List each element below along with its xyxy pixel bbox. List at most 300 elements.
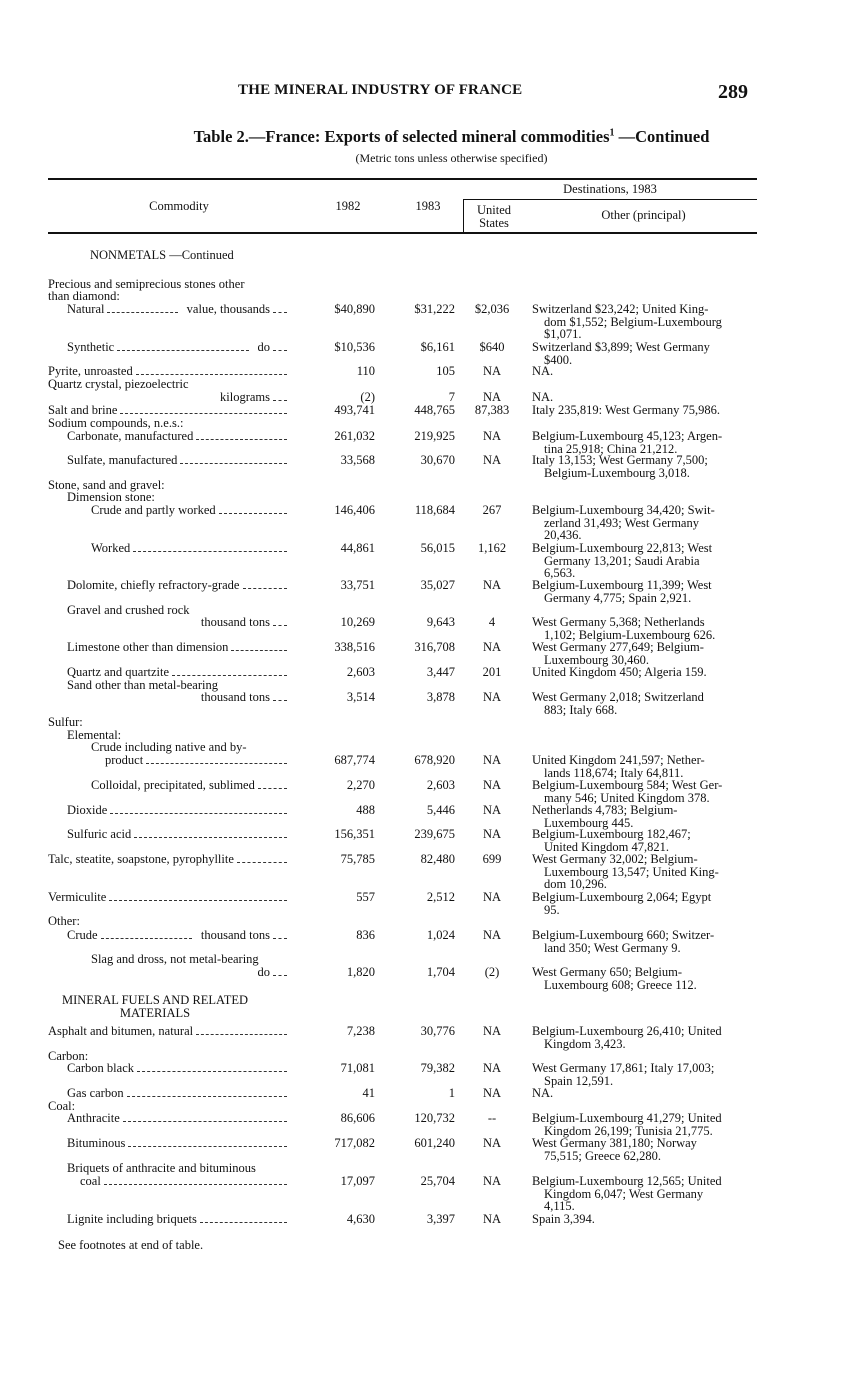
leader-dots: [127, 1087, 287, 1097]
value-other-destinations: [532, 641, 752, 666]
commodity-label: Sand other than metal-bearing: [67, 678, 218, 692]
destination-line: Belgium-Luxembourg 2,064; Egypt: [532, 890, 712, 904]
running-title: THE MINERAL INDUSTRY OF FRANCE: [238, 82, 523, 98]
value-other-destinations: [532, 341, 752, 366]
value-1983: 120,732: [414, 1111, 455, 1125]
commodity-cell: [67, 666, 290, 679]
unit-label: thousand tons: [200, 690, 270, 704]
value-united-states: NA: [482, 640, 502, 654]
value-united-states: NA: [482, 827, 502, 841]
value-united-states: 4: [488, 615, 496, 629]
value-1983: 2,512: [426, 890, 455, 904]
value-united-states: NA: [482, 1086, 502, 1100]
commodity-label: Sulfate, manufactured: [67, 453, 178, 467]
commodity-label: Synthetic: [67, 340, 115, 354]
destination-line: West Germany 32,002; Belgium-: [532, 852, 698, 866]
value-other-destinations: [532, 579, 752, 604]
value-1982: 41: [362, 1086, 375, 1100]
value-1982: 75,785: [340, 852, 375, 866]
commodity-cell: [67, 641, 290, 654]
destination-line: 1,102; Belgium-Luxembourg 626.: [544, 627, 716, 642]
destination-line: Luxembourg 445.: [544, 815, 634, 830]
commodity-cell: [67, 579, 290, 592]
destination-line: West Germany 2,018; Switzerland: [532, 690, 704, 704]
value-united-states: NA: [482, 578, 502, 592]
value-other-destinations: [532, 891, 752, 916]
leader-dots: [258, 779, 287, 789]
commodity-label: Coal:: [48, 1099, 76, 1113]
unit-label: do: [257, 340, 270, 354]
unit-label: value, thousands: [186, 302, 270, 316]
value-1982: 44,861: [340, 541, 375, 555]
value-united-states: --: [487, 1111, 497, 1125]
leader-dots: [273, 341, 287, 351]
destinations-rule: [463, 199, 757, 200]
header-bottom-rule: [48, 232, 757, 234]
leader-dots: [133, 542, 287, 552]
value-1982: $40,890: [334, 302, 375, 316]
destination-line: $1,071.: [544, 327, 582, 342]
commodity-label: Dolomite, chiefly refractory-grade: [67, 578, 240, 592]
commodity-label: Gravel and crushed rock: [67, 603, 190, 617]
value-other-destinations: [532, 1025, 752, 1050]
value-united-states: NA: [482, 753, 502, 767]
commodity-label: Dimension stone:: [67, 490, 155, 504]
commodity-label: Anthracite: [67, 1111, 120, 1125]
destination-line: Luxembourg 13,547; United King-: [544, 864, 719, 879]
value-1983: 3,397: [426, 1212, 455, 1226]
leader-dots: [128, 1137, 287, 1147]
value-other-destinations: [532, 1062, 752, 1087]
value-other-destinations: [532, 504, 752, 542]
destination-line: dom 10,296.: [544, 877, 607, 892]
value-other-destinations: [532, 391, 752, 404]
col-other: Other (principal): [601, 208, 686, 222]
value-other-destinations: [532, 404, 752, 417]
commodity-label: Crude: [67, 928, 98, 942]
value-1983: 678,920: [414, 753, 455, 767]
value-other-destinations: [532, 1213, 752, 1226]
commodity-cell: [67, 929, 290, 942]
value-1983: 316,708: [414, 640, 455, 654]
leader-dots: [70, 616, 192, 626]
commodity-label: Sulfur:: [48, 715, 83, 729]
destination-line: Italy 13,153; West Germany 7,500;: [532, 453, 708, 467]
leader-dots: [273, 966, 287, 976]
commodity-label: Pyrite, unroasted: [48, 364, 133, 378]
commodity-cell: [48, 853, 290, 866]
leader-dots: [231, 641, 287, 651]
value-1983: 9,643: [426, 615, 455, 629]
commodity-cell: [91, 953, 290, 966]
commodity-cell: [48, 716, 290, 729]
value-1983: 5,446: [426, 803, 455, 817]
leader-dots: [200, 1213, 287, 1223]
commodity-label: Slag and dross, not metal-bearing: [91, 952, 259, 966]
destination-line: Switzerland $3,899; West Germany: [532, 340, 710, 354]
commodity-label: Colloidal, precipitated, sublimed: [91, 778, 255, 792]
commodity-cell: [67, 691, 290, 704]
value-united-states: NA: [482, 364, 502, 378]
commodity-label: Crude including native and by-: [91, 740, 247, 754]
destination-line: West Germany 17,861; Italy 17,003;: [532, 1061, 715, 1075]
leader-dots: [273, 616, 287, 626]
leader-dots: [273, 929, 287, 939]
leader-dots: [117, 341, 248, 351]
value-other-destinations: [532, 853, 752, 891]
value-1982: 7,238: [346, 1024, 375, 1038]
value-united-states: NA: [482, 1212, 502, 1226]
value-1983: 79,382: [420, 1061, 455, 1075]
destination-line: West Germany 381,180; Norway: [532, 1136, 697, 1150]
leader-dots: [180, 454, 287, 464]
value-1982: 717,082: [334, 1136, 375, 1150]
destination-line: Belgium-Luxembourg 45,123; Argen-: [532, 429, 723, 443]
value-1982: 836: [356, 928, 375, 942]
destination-line: Switzerland $23,242; United King-: [532, 302, 709, 316]
value-1982: 488: [356, 803, 375, 817]
commodity-cell: [91, 966, 290, 979]
commodity-cell: [67, 1062, 290, 1075]
unit-label: do: [257, 965, 270, 979]
commodity-cell: [67, 616, 290, 629]
value-1982: 33,568: [340, 453, 375, 467]
leader-dots: [273, 303, 287, 313]
leader-dots: [237, 853, 287, 863]
commodity-cell: [67, 1112, 290, 1125]
commodity-label: Vermiculite: [48, 890, 107, 904]
value-1982: 2,270: [346, 778, 375, 792]
commodity-label: Carbon:: [48, 1049, 89, 1063]
commodity-cell: [67, 1087, 290, 1100]
value-1982: 557: [356, 890, 375, 904]
commodity-cell: [67, 1213, 290, 1226]
section-fuels: [62, 994, 248, 1019]
destination-line: Spain 12,591.: [544, 1073, 614, 1088]
commodity-cell: [67, 1137, 290, 1150]
value-1983: 25,704: [420, 1174, 455, 1188]
destination-line: Belgium-Luxembourg 584; West Ger-: [532, 778, 723, 792]
commodity-cell: [91, 779, 290, 792]
commodity-label: Talc, steatite, soapstone, pyrophyllite: [48, 852, 234, 866]
destination-line: 4,115.: [544, 1199, 575, 1214]
commodity-label: Briquets of anthracite and bituminous: [67, 1161, 256, 1175]
destination-line: Kingdom 3,423.: [544, 1036, 626, 1051]
commodity-cell: [67, 430, 290, 443]
commodity-cell: [48, 1025, 290, 1038]
value-1983: 2,603: [426, 778, 455, 792]
destination-line: Belgium-Luxembourg 41,279; United: [532, 1111, 722, 1125]
commodity-label: Quartz and quartzite: [67, 665, 170, 679]
value-1982: 3,514: [346, 690, 375, 704]
col-us-line2: States: [479, 216, 509, 230]
destination-line: Belgium-Luxembourg 12,565; United: [532, 1174, 722, 1188]
destination-line: NA.: [532, 1086, 554, 1100]
commodity-label: Natural: [67, 302, 105, 316]
col-united-states: [464, 204, 524, 230]
commodity-cell: [48, 891, 290, 904]
value-united-states: NA: [482, 1061, 502, 1075]
value-1983: 1,704: [426, 965, 455, 979]
value-1983: 30,776: [420, 1024, 455, 1038]
commodity-cell: [48, 915, 290, 928]
value-1983: 3,447: [426, 665, 455, 679]
unit-label: kilograms: [220, 390, 270, 404]
value-1982: 4,630: [346, 1212, 375, 1226]
destination-line: 883; Italy 668.: [544, 702, 618, 717]
leader-dots: [219, 504, 287, 514]
table-title-suffix: —Continued: [614, 127, 710, 146]
value-united-states: 201: [482, 665, 502, 679]
value-united-states: NA: [482, 453, 502, 467]
commodity-label: Dioxide: [67, 803, 108, 817]
value-1983: 7: [448, 390, 455, 404]
commodity-label: Quartz crystal, piezoelectric: [48, 377, 189, 391]
commodity-label: Elemental:: [67, 728, 122, 742]
value-other-destinations: [532, 804, 752, 829]
leader-dots: [120, 404, 287, 414]
value-united-states: $640: [479, 340, 505, 354]
destination-line: Germany 13,201; Saudi Arabia: [544, 553, 700, 568]
commodity-cell: [48, 365, 290, 378]
value-other-destinations: [532, 454, 752, 479]
value-united-states: 87,383: [474, 403, 510, 417]
value-1983: 30,670: [420, 453, 455, 467]
col-commodity: Commodity: [149, 199, 209, 213]
leader-dots: [137, 1062, 287, 1072]
destination-line: Luxembourg 30,460.: [544, 652, 649, 667]
destination-line: Luxembourg 608; Greece 112.: [544, 977, 697, 992]
value-1982: 156,351: [334, 827, 375, 841]
value-united-states: NA: [482, 890, 502, 904]
running-head: [0, 82, 867, 102]
leader-dots: [123, 1112, 287, 1122]
value-1983: 56,015: [420, 541, 455, 555]
destination-line: 20,436.: [544, 528, 582, 543]
value-other-destinations: [532, 430, 752, 455]
value-1982: 86,606: [340, 1111, 375, 1125]
destination-line: West Germany 5,368; Netherlands: [532, 615, 705, 629]
commodity-label: Lignite including briquets: [67, 1212, 197, 1226]
leader-dots: [134, 828, 287, 838]
value-other-destinations: [532, 1087, 752, 1100]
leader-dots: [107, 303, 177, 313]
value-other-destinations: [532, 691, 752, 716]
unit-label: thousand tons: [200, 928, 270, 942]
destination-line: Kingdom 6,047; West Germany: [544, 1186, 704, 1201]
commodity-cell: [67, 1162, 290, 1175]
commodity-label: Worked: [91, 541, 131, 555]
value-other-destinations: [532, 303, 752, 341]
value-1982: 146,406: [334, 503, 375, 517]
commodity-cell: [91, 741, 290, 754]
value-1982: (2): [360, 390, 375, 404]
section-nonmetals: NONMETALS —Continued: [90, 248, 234, 262]
commodity-cell: [67, 391, 290, 404]
value-1982: $10,536: [334, 340, 375, 354]
commodity-label: Carbonate, manufactured: [67, 429, 194, 443]
commodity-label: Bituminous: [67, 1136, 126, 1150]
destination-line: zerland 31,493; West Germany: [544, 515, 699, 530]
leader-dots: [273, 691, 287, 701]
destination-line: Belgium-Luxembourg 182,467;: [532, 827, 691, 841]
destination-line: Belgium-Luxembourg 26,410; United: [532, 1024, 722, 1038]
commodity-label: Other:: [48, 914, 80, 928]
leader-dots: [196, 430, 287, 440]
value-1983: 1: [448, 1086, 455, 1100]
value-other-destinations: [532, 616, 752, 641]
leader-dots: [136, 365, 287, 375]
value-united-states: 699: [482, 852, 502, 866]
leader-dots: [243, 579, 288, 589]
commodity-cell: [48, 417, 290, 430]
leader-dots: [70, 391, 211, 401]
destination-line: Spain 3,394.: [532, 1212, 595, 1226]
destination-line: Belgium-Luxembourg 3,018.: [544, 465, 690, 480]
leader-dots: [273, 391, 287, 401]
title-footnote-mark: 1: [609, 127, 615, 139]
value-united-states: NA: [482, 1136, 502, 1150]
value-1982: 338,516: [334, 640, 375, 654]
value-1983: 3,878: [426, 690, 455, 704]
value-other-destinations: [532, 828, 752, 853]
leader-dots: [70, 691, 192, 701]
destination-line: United Kingdom 47,821.: [544, 839, 669, 854]
commodity-cell: [48, 378, 290, 391]
value-1982: 1,820: [346, 965, 375, 979]
commodity-cell: [67, 828, 290, 841]
value-1983: 239,675: [414, 827, 455, 841]
value-1983: 1,024: [426, 928, 455, 942]
destination-line: Netherlands 4,783; Belgium-: [532, 803, 678, 817]
commodity-label: Asphalt and bitumen, natural: [48, 1024, 194, 1038]
commodity-cell: [91, 504, 290, 517]
col-1982: 1982: [335, 199, 361, 213]
value-united-states: NA: [482, 928, 502, 942]
commodity-label: Carbon black: [67, 1061, 134, 1075]
leader-dots: [146, 754, 287, 764]
value-united-states: NA: [482, 1174, 502, 1188]
value-1983: 219,925: [414, 429, 455, 443]
destination-line: many 546; United Kingdom 378.: [544, 790, 710, 805]
destination-line: Belgium-Luxembourg 34,420; Swit-: [532, 503, 715, 517]
col-1983: 1983: [415, 199, 441, 213]
destination-line: West Germany 277,649; Belgium-: [532, 640, 704, 654]
value-1982: 687,774: [334, 753, 375, 767]
value-1982: 17,097: [340, 1174, 375, 1188]
commodity-label: product: [105, 753, 144, 767]
destination-line: 6,563.: [544, 566, 576, 581]
destination-line: Belgium-Luxembourg 22,813; West: [532, 541, 713, 555]
destination-line: Belgium-Luxembourg 660; Switzer-: [532, 928, 715, 942]
value-united-states: $2,036: [474, 302, 510, 316]
commodity-label: Precious and semiprecious stones other: [48, 277, 245, 291]
commodity-cell: [67, 303, 290, 316]
commodity-label: Gas carbon: [67, 1086, 124, 1100]
commodity-cell: [67, 454, 290, 467]
leader-dots: [110, 804, 287, 814]
destination-line: lands 118,674; Italy 64,811.: [544, 765, 684, 780]
value-other-destinations: [532, 966, 752, 991]
value-other-destinations: [532, 1175, 752, 1213]
value-other-destinations: [532, 365, 752, 378]
leader-dots: [101, 929, 192, 939]
value-other-destinations: [532, 666, 752, 679]
value-united-states: NA: [482, 390, 502, 404]
value-1983: 118,684: [414, 503, 455, 517]
commodity-label: Limestone other than dimension: [67, 640, 229, 654]
destination-line: Kingdom 26,199; Tunisia 21,775.: [544, 1123, 713, 1138]
value-united-states: 1,162: [477, 541, 507, 555]
destination-line: Germany 4,775; Spain 2,921.: [544, 590, 692, 605]
destination-line: Belgium-Luxembourg 11,399; West: [532, 578, 712, 592]
commodity-label: Salt and brine: [48, 403, 118, 417]
destination-line: dom $1,552; Belgium-Luxembourg: [544, 314, 722, 329]
section-fuels-line1: MINERAL FUELS AND RELATED: [62, 993, 248, 1007]
commodity-cell: [91, 542, 290, 555]
destination-line: United Kingdom 450; Algeria 159.: [532, 665, 707, 679]
destination-line: $400.: [544, 352, 573, 367]
table-title: [0, 127, 867, 147]
value-1982: 493,741: [334, 403, 375, 417]
value-united-states: (2): [484, 965, 500, 979]
commodity-cell: [80, 1175, 290, 1188]
unit-label: thousand tons: [200, 615, 270, 629]
value-1982: 10,269: [340, 615, 375, 629]
value-united-states: NA: [482, 690, 502, 704]
page-number: 289: [718, 81, 748, 103]
value-1982: 71,081: [340, 1061, 375, 1075]
commodity-label: Crude and partly worked: [91, 503, 216, 517]
header-top-rule: [48, 178, 757, 180]
commodity-label: than diamond:: [48, 289, 120, 303]
destination-line: 95.: [544, 902, 560, 917]
col-destinations: Destinations, 1983: [563, 182, 657, 196]
leader-dots: [104, 1175, 287, 1185]
commodity-label: Stone, sand and gravel:: [48, 478, 165, 492]
value-1982: 110: [356, 364, 375, 378]
leader-dots: [94, 966, 249, 976]
commodity-cell: [48, 290, 290, 303]
commodity-label: coal: [80, 1174, 101, 1188]
value-united-states: NA: [482, 803, 502, 817]
value-1983: 82,480: [420, 852, 455, 866]
leader-dots: [172, 666, 287, 676]
commodity-label: Sulfuric acid: [67, 827, 132, 841]
value-other-destinations: [532, 754, 752, 779]
commodity-cell: [105, 754, 290, 767]
destination-line: Italy 235,819: West Germany 75,986.: [532, 403, 720, 417]
destination-line: United Kingdom 241,597; Nether-: [532, 753, 705, 767]
table-title-text: Table 2.—France: Exports of selected mineral commodities: [193, 127, 610, 146]
table-subtitle: (Metric tons unless otherwise specified): [355, 151, 548, 165]
commodity-cell: [48, 404, 290, 417]
value-1983: 601,240: [414, 1136, 455, 1150]
value-other-destinations: [532, 1112, 752, 1137]
destination-line: land 350; West Germany 9.: [544, 940, 681, 955]
value-other-destinations: [532, 542, 752, 580]
destination-line: NA.: [532, 364, 554, 378]
value-1982: 2,603: [346, 665, 375, 679]
value-1982: 33,751: [340, 578, 375, 592]
value-united-states: NA: [482, 1024, 502, 1038]
value-1983: $6,161: [420, 340, 455, 354]
value-1983: 35,027: [420, 578, 455, 592]
commodity-cell: [67, 804, 290, 817]
col-us-line1: United: [476, 203, 512, 217]
leader-dots: [196, 1025, 287, 1035]
destination-line: NA.: [532, 390, 554, 404]
